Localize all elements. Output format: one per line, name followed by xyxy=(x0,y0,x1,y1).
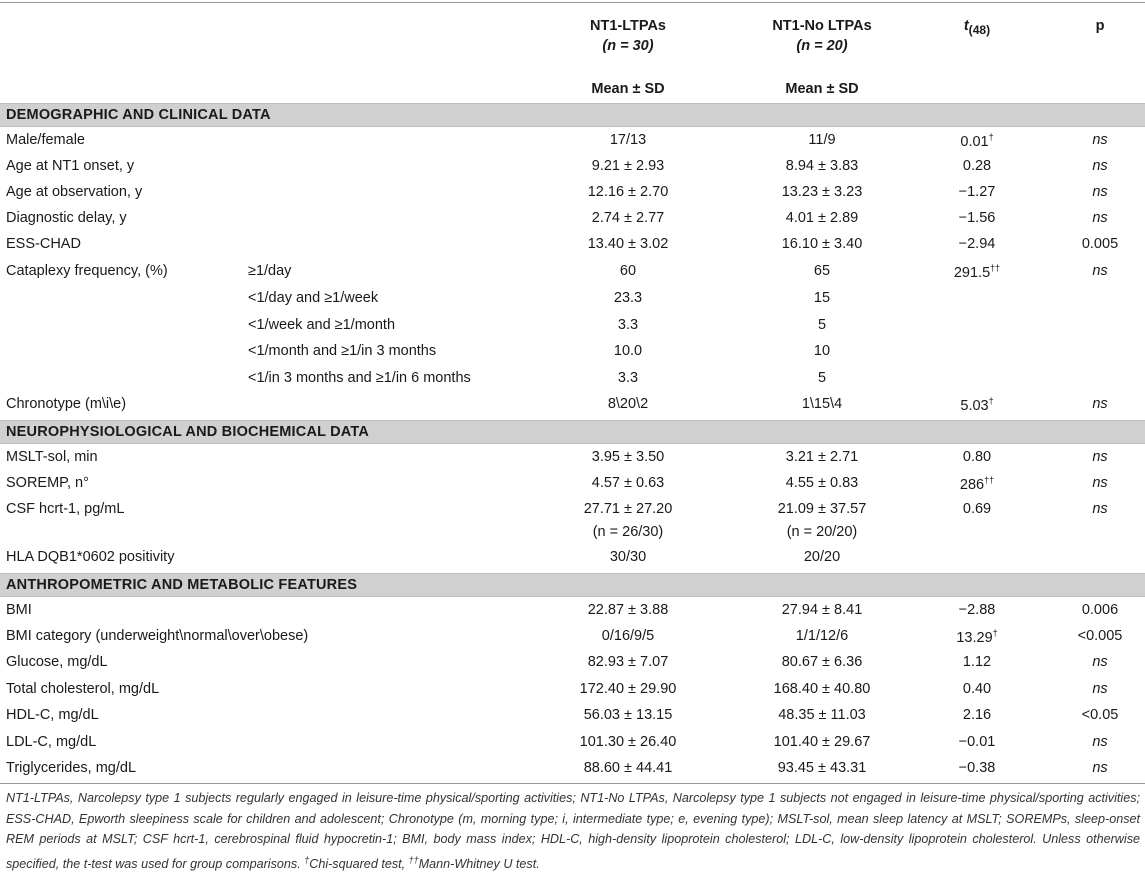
cell-noltpa: 101.40 ± 29.67 xyxy=(773,734,871,750)
header-noltpa-stat: Mean ± SD xyxy=(785,81,859,97)
table-row xyxy=(0,339,1145,365)
table-row xyxy=(0,703,1145,729)
cell-ltpa: 101.30 ± 26.40 xyxy=(579,734,677,750)
footnote-text: NT1-LTPAs, Narcolepsy type 1 subjects regularly engaged in leisure-time physical/sporting activities; NT1-No LTPAs, Narcolepsy type 1 subjects not engaged in leisure-time physical/sporting activities; ESS-CHAD, Epworth sleepiness scale for children and adolescent; Chronotype (m, morning type; i, intermediate type; e, evening type); MSLT-sol, mean sleep latency at MSLT; SOREMPs, sleep-onset REM periods at MSLT; CSF hcrt-1, cerebrospinal fluid hypocretin-1; BMI, body mass index; HDL-C, high-density lipoprotein cholesterol; LDL-C, low-density lipoprotein cholesterol. Unless otherwise specified, the t-test was used for group comparisons. xyxy=(6,791,1140,871)
cell-t: −1.27 xyxy=(958,184,996,200)
cell-t: 0.28 xyxy=(962,158,992,174)
cell-ltpa: 172.40 ± 29.90 xyxy=(579,681,677,697)
cell-t-mark: † xyxy=(992,628,998,638)
row-label: Cataplexy frequency, (%) xyxy=(6,263,168,279)
section-anthro xyxy=(0,573,1145,597)
cell-ltpa: 3.3 xyxy=(617,317,639,333)
cell-noltpa: 15 xyxy=(813,290,831,306)
cell-noltpa: 16.10 ± 3.40 xyxy=(781,236,863,252)
row-label: Glucose, mg/dL xyxy=(6,654,108,670)
table-row xyxy=(0,677,1145,703)
footnote-mark-double-dagger: †† xyxy=(408,854,419,865)
cell-ltpa: 27.71 ± 27.20 xyxy=(583,501,673,517)
table-row xyxy=(0,650,1145,676)
row-sublabel: ≥1/day xyxy=(248,263,292,279)
header-t xyxy=(934,16,1020,40)
cell-noltpa: 65 xyxy=(813,263,831,279)
cell-noltpa: 20/20 xyxy=(803,549,841,565)
cell-ltpa: 88.60 ± 44.41 xyxy=(583,760,673,776)
top-rule xyxy=(0,2,1145,3)
cell-ltpa: 4.57 ± 0.63 xyxy=(591,475,665,491)
section-neuro xyxy=(0,420,1145,444)
cell-p: ns xyxy=(1092,396,1108,412)
table-row xyxy=(0,154,1145,180)
cell-t: 1.12 xyxy=(962,654,992,670)
cell-ltpa: 3.95 ± 3.50 xyxy=(591,449,665,465)
cell-t-mark: † xyxy=(988,132,994,142)
cell-p: ns xyxy=(1092,475,1108,491)
row-label: CSF hcrt-1, pg/mL xyxy=(6,501,125,517)
cell-noltpa: 5 xyxy=(817,317,827,333)
cell-p: ns xyxy=(1092,158,1108,174)
section-demographic-title: DEMOGRAPHIC AND CLINICAL DATA xyxy=(6,107,271,123)
cell-t-mark: †† xyxy=(990,263,1001,273)
row-sublabel: <1/day and ≥1/week xyxy=(248,290,379,306)
cell-t-mark: †† xyxy=(984,475,995,485)
cell-noltpa: 48.35 ± 11.03 xyxy=(778,707,866,723)
cell-t: −2.88 xyxy=(958,602,996,618)
cell-p: 0.006 xyxy=(1081,602,1119,618)
footnote-chi-squared: Chi-squared test, xyxy=(309,856,406,871)
row-label: Triglycerides, mg/dL xyxy=(6,760,137,776)
cell-t-value: 13.29 xyxy=(956,629,993,646)
table-row xyxy=(0,471,1145,497)
cell-p: ns xyxy=(1092,734,1108,750)
table-row xyxy=(0,624,1145,650)
cell-t-value: 286 xyxy=(959,476,985,493)
cell-noltpa: 11/9 xyxy=(808,132,836,148)
cell-t xyxy=(934,132,1020,150)
table-row xyxy=(0,756,1145,782)
cell-ltpa: 22.87 ± 3.88 xyxy=(587,602,669,618)
cell-noltpa: 5 xyxy=(817,370,827,386)
cell-ltpa: 10.0 xyxy=(613,343,643,359)
table-row xyxy=(0,180,1145,206)
table-row xyxy=(0,286,1145,312)
cell-ltpa: 8\20\2 xyxy=(607,396,649,412)
row-label: SOREMP, n° xyxy=(6,475,89,491)
cell-p: ns xyxy=(1092,210,1108,226)
cell-ltpa: 13.40 ± 3.02 xyxy=(587,236,669,252)
cell-noltpa: 13.23 ± 3.23 xyxy=(781,184,863,200)
row-label: Chronotype (m\i\e) xyxy=(6,396,127,412)
row-label: Diagnostic delay, y xyxy=(6,210,127,226)
cell-noltpa: 80.67 ± 6.36 xyxy=(781,654,863,670)
cell-ltpa: 30/30 xyxy=(609,549,647,565)
cell-ltpa: 3.3 xyxy=(617,370,639,386)
section-demographic xyxy=(0,103,1145,127)
row-label: HDL-C, mg/dL xyxy=(6,707,99,723)
cell-t: −1.56 xyxy=(958,210,996,226)
table-row xyxy=(0,259,1145,285)
table-row xyxy=(0,366,1145,392)
header-ltpa xyxy=(528,16,728,56)
row-label: Male/female xyxy=(6,132,85,148)
cell-noltpa: 21.09 ± 37.57 xyxy=(777,501,867,517)
table-row xyxy=(0,232,1145,258)
cell-ltpa: 2.74 ± 2.77 xyxy=(591,210,665,226)
cell-noltpa: 10 xyxy=(813,343,831,359)
cell-p: 0.005 xyxy=(1081,236,1119,252)
cell-noltpa: 27.94 ± 8.41 xyxy=(781,602,863,618)
table-row xyxy=(0,128,1145,154)
table-row xyxy=(0,497,1145,523)
cell-noltpa: 4.01 ± 2.89 xyxy=(785,210,859,226)
header-noltpa-n: (n = 20) xyxy=(796,38,848,54)
header-noltpa-label: NT1-No LTPAs xyxy=(772,18,872,34)
cell-t: 2.16 xyxy=(962,707,992,723)
table-row xyxy=(0,313,1145,339)
cell-t: −0.01 xyxy=(958,734,996,750)
cell-t-value: 5.03 xyxy=(960,397,989,414)
cell-p: <0.005 xyxy=(1077,628,1123,644)
header-t-label: t xyxy=(963,18,969,34)
row-label: MSLT-sol, min xyxy=(6,449,98,465)
cell-t xyxy=(934,475,1020,493)
cell-noltpa: 3.21 ± 2.71 xyxy=(785,449,859,465)
row-label: HLA DQB1*0602 positivity xyxy=(6,549,175,565)
csf-n-noltpa: (n = 20/20) xyxy=(786,524,858,540)
cell-t-value: 0.01 xyxy=(960,133,989,150)
cell-t-mark: † xyxy=(988,396,994,406)
cell-p: ns xyxy=(1092,501,1108,517)
cell-noltpa: 93.45 ± 43.31 xyxy=(777,760,867,776)
header-ltpa-stat: Mean ± SD xyxy=(591,81,665,97)
row-label: BMI xyxy=(6,602,32,618)
cell-ltpa: 23.3 xyxy=(613,290,643,306)
row-sublabel: <1/month and ≥1/in 3 months xyxy=(248,343,437,359)
cell-t: 0.69 xyxy=(962,501,992,517)
table-row xyxy=(0,392,1145,418)
cell-ltpa: 9.21 ± 2.93 xyxy=(591,158,665,174)
cell-ltpa: 0/16/9/5 xyxy=(601,628,655,644)
row-sublabel: <1/in 3 months and ≥1/in 6 months xyxy=(248,370,471,386)
table-row xyxy=(0,445,1145,471)
header-ltpa-n: (n = 30) xyxy=(602,38,654,54)
cell-p: ns xyxy=(1092,263,1108,279)
cell-ltpa: 56.03 ± 13.15 xyxy=(583,707,673,723)
cell-p: ns xyxy=(1092,654,1108,670)
row-label: Total cholesterol, mg/dL xyxy=(6,681,160,697)
cell-t: −2.94 xyxy=(958,236,996,252)
table-row xyxy=(0,206,1145,232)
row-sublabel: <1/week and ≥1/month xyxy=(248,317,396,333)
cell-p: ns xyxy=(1092,184,1108,200)
row-label: Age at NT1 onset, y xyxy=(6,158,135,174)
cell-ltpa: 82.93 ± 7.07 xyxy=(587,654,669,670)
footnote-mark-dagger: † xyxy=(304,854,310,865)
cell-t-value: 291.5 xyxy=(953,264,991,281)
table-row xyxy=(0,730,1145,756)
cell-t xyxy=(934,263,1020,281)
header-t-sub: (48) xyxy=(968,22,991,37)
cell-t: 0.40 xyxy=(962,681,992,697)
cell-noltpa: 168.40 ± 40.80 xyxy=(773,681,871,697)
cell-p: <0.05 xyxy=(1081,707,1119,723)
cell-t xyxy=(934,628,1020,646)
cell-t: −0.38 xyxy=(958,760,996,776)
row-label: Age at observation, y xyxy=(6,184,143,200)
csf-n-ltpa: (n = 26/30) xyxy=(592,524,664,540)
cell-noltpa: 1\15\4 xyxy=(801,396,843,412)
cell-t xyxy=(934,396,1020,414)
cell-noltpa: 1/1/12/6 xyxy=(795,628,849,644)
footnote-mann-whitney: Mann-Whitney U test. xyxy=(418,856,540,871)
row-label: LDL-C, mg/dL xyxy=(6,734,97,750)
cell-ltpa: 60 xyxy=(619,263,637,279)
cell-noltpa: 4.55 ± 0.83 xyxy=(785,475,859,491)
row-label: ESS-CHAD xyxy=(6,236,81,252)
header-ltpa-label: NT1-LTPAs xyxy=(590,18,666,34)
cell-p: ns xyxy=(1092,760,1108,776)
table-row xyxy=(0,598,1145,624)
cell-t: 0.80 xyxy=(962,449,992,465)
cell-p: ns xyxy=(1092,132,1108,148)
cell-p: ns xyxy=(1092,681,1108,697)
table-footnote xyxy=(6,788,1140,874)
cell-ltpa: 17/13 xyxy=(609,132,647,148)
row-label: BMI category (underweight\normal\over\obese) xyxy=(6,628,309,644)
table-row xyxy=(0,545,1145,571)
bottom-rule xyxy=(0,783,1145,784)
section-anthro-title: ANTHROPOMETRIC AND METABOLIC FEATURES xyxy=(6,577,358,593)
section-neuro-title: NEUROPHYSIOLOGICAL AND BIOCHEMICAL DATA xyxy=(6,424,370,440)
header-noltpa xyxy=(722,16,922,56)
header-p: p xyxy=(1095,18,1105,34)
cell-noltpa: 8.94 ± 3.83 xyxy=(785,158,859,174)
cell-p: ns xyxy=(1092,449,1108,465)
cell-ltpa: 12.16 ± 2.70 xyxy=(587,184,669,200)
